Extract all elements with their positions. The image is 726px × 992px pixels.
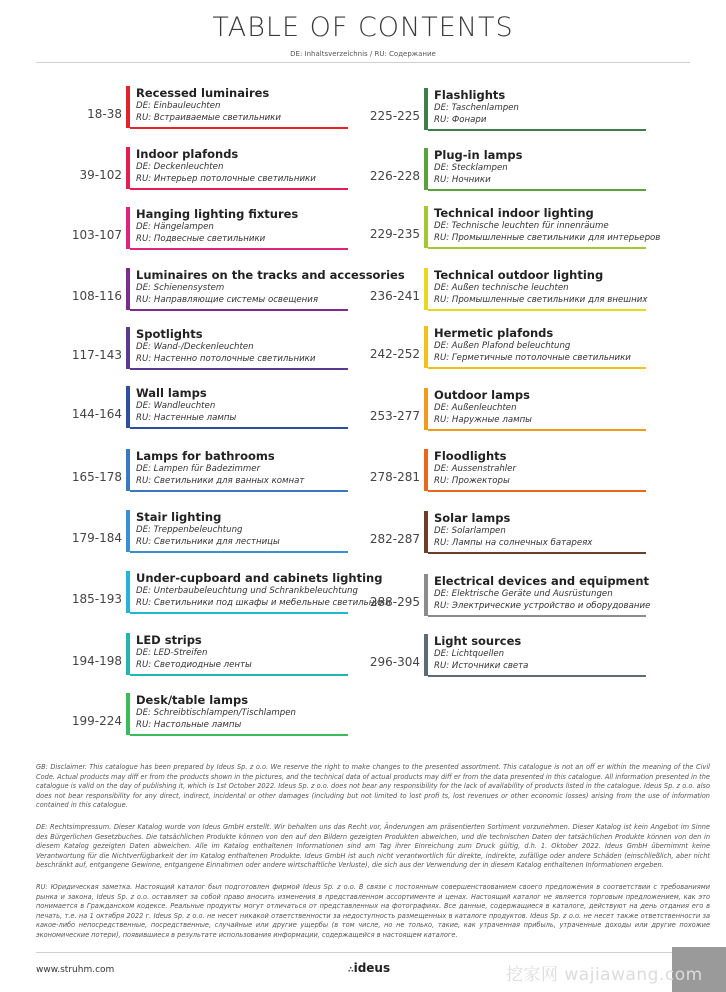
toc-underline	[130, 248, 348, 250]
toc-color-bar	[126, 86, 130, 128]
toc-russian-name: RU: Лампы на солнечных батареях	[434, 538, 593, 548]
toc-color-bar	[126, 147, 130, 189]
toc-german-name: DE: Elektrische Geräte und Ausrüstungen	[434, 589, 613, 599]
toc-underline	[428, 552, 646, 554]
toc-category-name: Spotlights	[136, 327, 203, 341]
toc-german-name: DE: LED-Streifen	[136, 648, 208, 658]
toc-category-name: Technical outdoor lighting	[434, 268, 604, 282]
toc-category-name: Lamps for bathrooms	[136, 449, 275, 463]
toc-underline	[428, 615, 646, 617]
toc-underline	[130, 309, 348, 311]
toc-underline	[130, 612, 348, 614]
toc-german-name: DE: Schienensystem	[136, 283, 225, 293]
toc-russian-name: RU: Промышленные светильники для внешних	[434, 295, 648, 305]
toc-german-name: DE: Unterbaubeleuchtung und Schrankbeleuchtung	[136, 586, 358, 596]
toc-page-range: 108-116	[71, 289, 122, 303]
toc-underline	[130, 368, 348, 370]
toc-color-bar	[424, 268, 428, 310]
toc-color-bar	[126, 449, 130, 491]
toc-russian-name: RU: Фонари	[434, 115, 487, 125]
toc-russian-name: RU: Настольные лампы	[136, 720, 242, 730]
toc-german-name: DE: Taschenlampen	[434, 103, 519, 113]
toc-page-range: 194-198	[71, 654, 122, 668]
toc-category-name: Hanging lighting fixtures	[136, 207, 299, 221]
brand-logo	[348, 961, 390, 975]
toc-russian-name: RU: Промышленные светильники для интерьеров	[434, 233, 661, 243]
toc-russian-name: RU: Наружные лампы	[434, 415, 532, 425]
toc-german-name: DE: Schreibtischlampen/Tischlampen	[136, 708, 296, 718]
toc-german-name: DE: Treppenbeleuchtung	[136, 525, 243, 535]
toc-underline	[130, 734, 348, 736]
toc-color-bar	[126, 207, 130, 249]
toc-german-name: DE: Stecklampen	[434, 163, 508, 173]
toc-underline	[428, 247, 646, 249]
toc-german-name: DE: Außen technische leuchten	[434, 283, 569, 293]
toc-page-range: 242-252	[369, 347, 420, 361]
toc-german-name: DE: Lampen für Badezimmer	[136, 464, 261, 474]
toc-russian-name: RU: Встраиваемые светильники	[136, 113, 281, 123]
toc-page-range: 117-143	[71, 348, 122, 362]
toc-underline	[428, 367, 646, 369]
toc-page-range: 278-281	[369, 470, 420, 484]
toc-category-name: Flashlights	[434, 88, 506, 102]
toc-german-name: DE: Einbauleuchten	[136, 101, 221, 111]
toc-category-name: Stair lighting	[136, 510, 222, 524]
toc-underline	[130, 490, 348, 492]
disclaimer-ru: RU: Юридическая заметка. Настоящий каталог был подготовлен фирмой Ideus Sp. z o.o. В связи с постоянным совершенствованием своего предложения в соответствии с требованиями рынка и закона, Ideus Sp. z o.o. оставляет за собой право вносить изменения в представленном ассортименте и ценах. Настоящий каталог не является торговым предложением, как это понимается в Гражданском кодексе. Реальные продукты могут отличаться от представленных на фотографиях. Все данные, содержащиеся в каталоге, действуют на день отдания его в печать, т.е. на 1 октября 2022 г. Ideus Sp. z o.o. не несет никакой ответственности за недоступность размещенных в каталоге продуктов. Ideus Sp. z o.o. не несет также ответственности за какое-либо непосредственные, посредственные, случайные или другие ущербы (в том числе, но не только, такие, как утраченная прибыль, утраченные доходы или другие похожие экономические потери), появившиеся в результате использования информации, содержащейся в настоящем каталоге.	[36, 883, 710, 939]
toc-page-range: 39-102	[79, 168, 122, 182]
toc-category-name: Luminaires on the tracks and accessories	[136, 268, 405, 282]
toc-color-bar	[126, 633, 130, 675]
toc-underline	[130, 188, 348, 190]
toc-russian-name: RU: Ночники	[434, 175, 491, 185]
toc-category-name: Electrical devices and equipment	[434, 574, 650, 588]
toc-russian-name: RU: Интерьер потолочные светильники	[136, 174, 316, 184]
toc-page-range: 229-235	[369, 227, 420, 241]
toc-color-bar	[424, 88, 428, 130]
toc-color-bar	[424, 574, 428, 616]
toc-color-bar	[424, 206, 428, 248]
toc-page-range: 236-241	[369, 289, 420, 303]
toc-russian-name: RU: Светодиодные ленты	[136, 660, 252, 670]
toc-underline	[130, 551, 348, 553]
toc-color-bar	[424, 388, 428, 430]
logo-dots-icon: ∴	[348, 965, 353, 974]
toc-color-bar	[126, 693, 130, 735]
toc-page-range: 253-277	[369, 409, 420, 423]
toc-russian-name: RU: Светильники для ванных комнат	[136, 476, 305, 486]
toc-german-name: DE: Hängelampen	[136, 222, 214, 232]
disclaimer-gb: GB: Disclaimer. This catalogue has been prepared by Ideus Sp. z o.o. We reserve the right to make changes to the presented assortment. This catalogue is not an off er within the meaning of the Civil Code. Actual products may diff er from the products shown in the pictures, and the technical data of actual products may diff er from the data presented in this catalogue. All information presented in the catalogue is valid on the day of publishing it, which is 1st October 2022. Ideus Sp. z o.o. does not bear any responsibility for the lack of availability of products listed in the catalogue. Ideus Sp. z o.o. also does not bear responsibility for any direct, indirect, incidental or other damages (including but not limited to lost profi ts, lost revenues or other economic losses) arising from the use of information contained in this catalogue.	[36, 763, 710, 810]
toc-russian-name: RU: Прожекторы	[434, 476, 510, 486]
header-divider	[36, 62, 690, 63]
toc-underline	[428, 490, 646, 492]
toc-russian-name: RU: Источники света	[434, 661, 529, 671]
toc-color-bar	[424, 326, 428, 368]
toc-russian-name: RU: Герметичные потолочные светильники	[434, 353, 631, 363]
toc-category-name: Desk/table lamps	[136, 693, 249, 707]
toc-category-name: Wall lamps	[136, 386, 207, 400]
toc-color-bar	[126, 268, 130, 310]
toc-page-range: 199-224	[71, 714, 122, 728]
toc-category-name: Recessed luminaires	[136, 86, 270, 100]
toc-russian-name: RU: Настенные лампы	[136, 413, 237, 423]
toc-page-range: 144-164	[71, 407, 122, 421]
toc-underline	[428, 189, 646, 191]
toc-category-name: Hermetic plafonds	[434, 326, 554, 340]
toc-category-name: Under-cupboard and cabinets lighting	[136, 571, 383, 585]
toc-underline	[130, 674, 348, 676]
toc-german-name: DE: Deckenleuchten	[136, 162, 224, 172]
toc-german-name: DE: Technische leuchten für innenräume	[434, 221, 609, 231]
toc-german-name: DE: Solarlampen	[434, 526, 506, 536]
toc-category-name: Solar lamps	[434, 511, 511, 525]
toc-page-range: 282-287	[369, 532, 420, 546]
toc-underline	[428, 675, 646, 677]
page-subtitle: DE: Inhaltsverzeichnis / RU: Содержание	[290, 50, 436, 58]
toc-category-name: LED strips	[136, 633, 202, 647]
toc-german-name: DE: Außenleuchten	[434, 403, 517, 413]
toc-russian-name: RU: Подвесные светильники	[136, 234, 266, 244]
toc-page-range: 103-107	[71, 228, 122, 242]
toc-german-name: DE: Wandleuchten	[136, 401, 216, 411]
toc-category-name: Technical indoor lighting	[434, 206, 594, 220]
toc-russian-name: RU: Светильники под шкафы и мебельные светильники	[136, 598, 391, 608]
disclaimer-de: DE: Rechtsimpressum. Dieser Katalog wurde von Ideus GmbH erstellt. Wir behalten uns das Recht vor, Änderungen am präsentierten Sortiment vorzunehmen. Dieser Katalog ist kein Angebot im Sinne des Bürgerlichen Gesetzbuches. Die tatsächlichen Produkte können von den auf den Bildern gezeigten Produkten abweichen, und die technischen Daten der tatsächlichen Produkte können von den in diesem Katalog gezeigten Daten abweichen. Alle im Katalog enthaltenen Informationen sind am Tag ihrer Einreichung zum Druck gültig, d.h. 1. Oktober 2022. Ideus GmbH übernimmt keine Verantwortung für die Nichtverfügbarkeit der im Katalog enthaltenen Produkte. Ideus GmbH ist auch nicht verantwortlich für direkte, indirekte, zufällige oder andere Schäden (einschließlich, aber nicht beschränkt auf, entgangene Gewinne, entgangene Einnahmen oder andere wirtschaftliche Verluste), die sich aus der Verwendung der in diesem Katalog enthaltenen Informationen ergeben.	[36, 823, 710, 870]
toc-underline	[428, 429, 646, 431]
watermark: 挖家网 wajiawang.com	[506, 965, 703, 985]
toc-color-bar	[424, 511, 428, 553]
toc-russian-name: RU: Настенно потолочные светильники	[136, 354, 316, 364]
toc-color-bar	[424, 449, 428, 491]
toc-russian-name: RU: Электрические устройство и оборудование	[434, 601, 651, 611]
toc-category-name: Plug-in lamps	[434, 148, 523, 162]
toc-page-range: 165-178	[71, 470, 122, 484]
toc-page-range: 288-295	[369, 595, 420, 609]
brand-name: ideus	[353, 961, 391, 975]
toc-color-bar	[424, 634, 428, 676]
toc-russian-name: RU: Светильники для лестницы	[136, 537, 280, 547]
toc-german-name: DE: Außen Plafond beleuchtung	[434, 341, 571, 351]
toc-underline	[130, 427, 348, 429]
toc-color-bar	[126, 327, 130, 369]
toc-german-name: DE: Wand-/Deckenleuchten	[136, 342, 254, 352]
toc-color-bar	[126, 386, 130, 428]
toc-german-name: DE: Lichtquellen	[434, 649, 505, 659]
toc-page-range: 179-184	[71, 531, 122, 545]
toc-color-bar	[424, 148, 428, 190]
toc-category-name: Light sources	[434, 634, 522, 648]
toc-page-range: 296-304	[369, 655, 420, 669]
toc-page-range: 18-38	[87, 107, 122, 121]
toc-russian-name: RU: Направляющие системы освещения	[136, 295, 319, 305]
toc-page-range: 225-225	[369, 109, 420, 123]
toc-category-name: Outdoor lamps	[434, 388, 530, 402]
toc-german-name: DE: Aussenstrahler	[434, 464, 516, 474]
footer-divider	[36, 952, 690, 953]
toc-underline	[428, 309, 646, 311]
toc-color-bar	[126, 510, 130, 552]
toc-underline	[130, 127, 348, 129]
toc-category-name: Floodlights	[434, 449, 507, 463]
toc-page-range: 185-193	[71, 592, 122, 606]
toc-category-name: Indoor plafonds	[136, 147, 239, 161]
toc-page-range: 226-228	[369, 169, 420, 183]
toc-underline	[428, 129, 646, 131]
page-title: TABLE OF CONTENTS	[212, 12, 514, 43]
footer-website-link[interactable]: www.struhm.com	[36, 965, 115, 975]
toc-color-bar	[126, 571, 130, 613]
